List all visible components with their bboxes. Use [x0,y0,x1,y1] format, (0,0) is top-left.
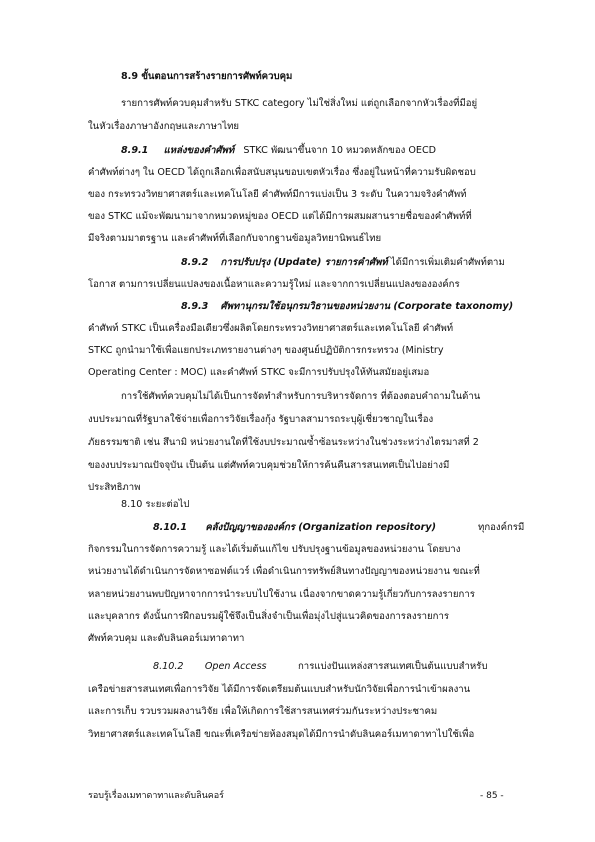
paragraph-line: หน่วยงานได้ดำเนินการจัดหาซอฟต์แวร์ เพื่อดำเนินการทรัพย์สินทางปัญญาของหน่วยงาน ขณะที่ [88,566,480,577]
subsection-number: 8.9.3 [181,301,209,312]
paragraph-line: ของ STKC แม้จะพัฒนามาจากหมวดหมู่ของ OECD แต่ได้มีการผสมผสานรายชื่อของคำศัพท์ที่ [88,211,472,222]
section-heading-8-9: 8.9 ขั้นตอนการสร้างรายการศัพท์ควบคุม [121,71,293,82]
paragraph-line: กิจกรรมในการจัดการความรู้ และได้เริ่มต้นแก้ไข ปรับปรุงฐานข้อมูลของหน่วยงาน โดยบาง [88,544,461,555]
paragraph-line: ศัพท์ควบคุม และดับลินคอร์เมทาดาทา [88,633,245,644]
paragraph-line: ประสิทธิภาพ [88,482,141,493]
paragraph-line: และบุคลากร ดังนั้นการฝึกอบรมผู้ใช้จึงเป็นสิ่งจำเป็นเพื่อมุ่งไปสู่แนวคิดของการลงรายการ [88,611,450,622]
subsection-title: ศัพทานุกรมใช้อนุกรมวิธานของหน่วยงาน (Corporate taxonomy) [220,301,514,312]
subsection-8-10-1-line [153,523,436,533]
paragraph-line: งบประมาณที่รัฐบาลใช้จ่ายเพื่อการวิจัยเรื่องกุ้ง รัฐบาลสามารถระบุผู้เชี่ยวชาญในเรื่อง [88,414,434,425]
paragraph-text: ได้มีการเพิ่มเติมคำศัพท์ตาม [390,257,505,268]
subsection-title: Open Access [204,661,267,672]
paragraph-line: การใช้ศัพท์ควบคุมไม่ได้เป็นการจัดทำสำหรับการบริหารจัดการ ที่ต้องตอบคำถามในด้าน [121,391,481,402]
paragraph-text: STKC พัฒนาขึ้นจาก 10 หมวดหลักของ OECD [243,145,437,156]
section-heading-8-10: 8.10 ระยะต่อไป [121,499,190,510]
paragraph-line: Operating Center : MOC) และคำศัพท์ STKC จะมีการปรับปรุงให้ทันสมัยอยู่เสมอ [88,367,430,378]
subsection-number: 8.9.2 [181,257,209,268]
paragraph-line: โอกาส ตามการเปลี่ยนแปลงของเนื้อหาและความรู้ใหม่ และจากการเปลี่ยนแปลงขององค์กร [88,279,460,290]
subsection-8-10-2-line [153,662,267,672]
paragraph-line: หลายหน่วยงานพบปัญหาจากการนำระบบไปใช้งาน เนื่องจากขาดความรู้เกี่ยวกับการลงรายการ [88,589,475,600]
subsection-number: 8.10.2 [153,661,184,672]
paragraph-line: รายการศัพท์ควบคุมสำหรับ STKC category ไม่ใช่สิ่งใหม่ แต่ถูกเลือกจากหัวเรื่องที่มีอยู่ [121,98,478,109]
paragraph-line: วิทยาศาสตร์และเทคโนโลยี ขณะที่เครือข่ายห้องสมุดได้มีการนำดับลินคอร์เมทาดาทาไปใช้เพื่อ [88,729,475,740]
subsection-title: คลังปัญญาขององค์กร (Organization repository) [205,522,436,533]
paragraph-line: ของ กระทรวงวิทยาศาสตร์และเทคโนโลยี คำศัพท์มีการแบ่งเป็น 3 ระดับ ในความจริงคำศัพท์ [88,189,467,200]
paragraph-line: ในหัวเรื่องภาษาอังกฤษและภาษาไทย [88,121,240,132]
subsection-number: 8.10.1 [153,522,187,533]
subsection-title: การปรับปรุง (Update) รายการคำศัพท์ [220,257,388,268]
paragraph-line: ภัยธรรมชาติ เช่น สึนามิ หน่วยงานใดที่ใช้งบประมาณซ้ำซ้อนระหว่างในช่วงระหว่างไตรมาสที่ 2 [88,437,479,448]
paragraph-text: ทุกองค์กรมี [478,522,525,533]
subsection-number: 8.9.1 [121,145,149,156]
subsection-8-9-2-line [181,258,505,268]
subsection-8-9-1-line [121,146,436,156]
paragraph-line: คำศัพท์ต่างๆ ใน OECD ได้ถูกเลือกเพื่อสนับสนุนขอบเขตหัวเรื่อง ซึ่งอยู่ในหน้าที่ความรับผิดชอบ [88,167,476,178]
paragraph-line: และการเก็บ รวบรวมผลงานวิจัย เพื่อให้เกิดการใช้สารสนเทศร่วมกันระหว่างประชาคม [88,706,438,717]
paragraph-text: การแบ่งปันแหล่งสารสนเทศเป็นต้นแบบสำหรับ [298,661,488,672]
paragraph-line: เครือข่ายสารสนเทศเพื่อการวิจัย ได้มีการจัดเตรียมต้นแบบสำหรับนักวิจัยเพื่อการนำเข้าผลงาน [88,684,471,695]
paragraph-line: STKC ถูกนำมาใช้เพื่อแยกประเภทรายงานต่างๆ ของศูนย์ปฏิบัติการกระทรวง (Ministry [88,345,444,356]
paragraph-line: มีจริงตามมาตรฐาน และคำศัพท์ที่เลือกกับจากฐานข้อมูลวิทยานิพนธ์ไทย [88,233,382,244]
subsection-title: แหล่งของคำศัพท์ [163,145,235,156]
subsection-8-9-3-line [181,302,513,312]
footer-title: รอบรู้เรื่องเมทาดาทาและดับลินคอร์ [88,791,225,801]
paragraph-line: ของงบประมาณปัจจุบัน เป็นต้น แต่ศัพท์ควบคุมช่วยให้การค้นคืนสารสนเทศเป็นไปอย่างมี [88,460,450,471]
page-number: - 85 - [480,791,504,801]
paragraph-line: คำศัพท์ STKC เป็นเครื่องมือเดียวซึ่งผลิตโดยกระทรวงวิทยาศาสตร์และเทคโนโลยี คำศัพท์ [88,323,454,334]
